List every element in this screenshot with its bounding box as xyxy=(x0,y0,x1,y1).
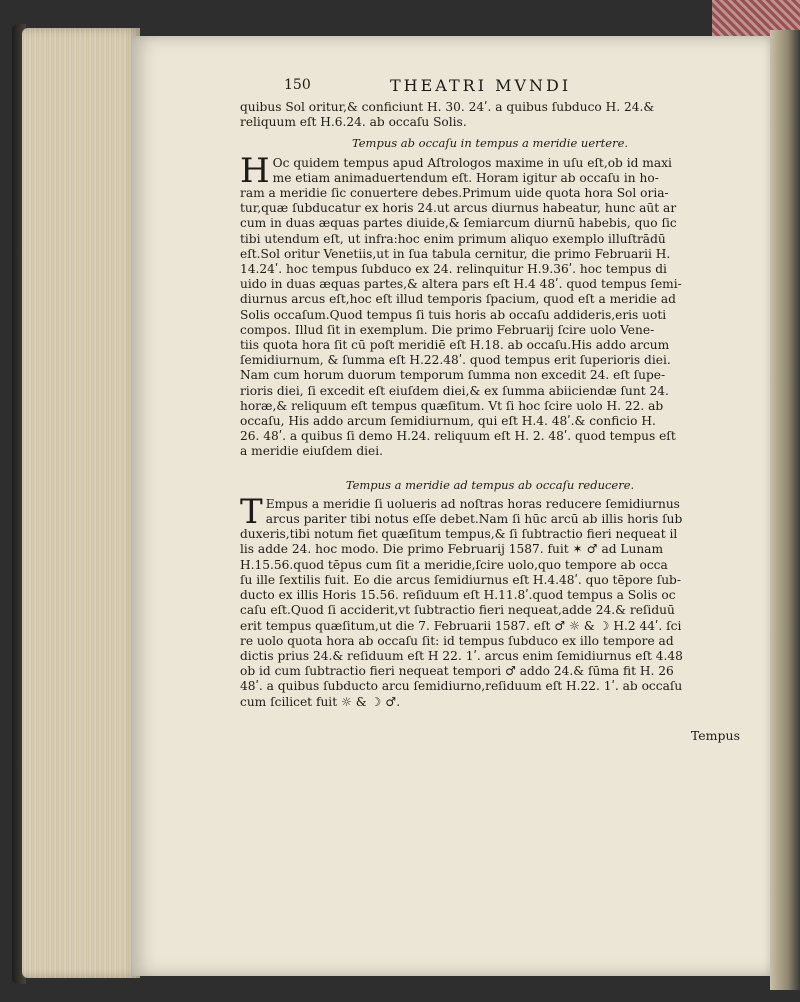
text-line: cum in duas æquas partes diuide,& ſemiarcum diurnū habebis, quo ſic xyxy=(240,216,677,231)
text-line: tiis quota hora ſit cū poſt meridiē eſt H.18. ab occaſu.His addo arcum xyxy=(240,338,670,353)
text-line: compos. Illud ſit in exemplum. Die primo Februarij ſcire uolo Vene- xyxy=(240,322,655,337)
text-line: arcus pariter tibi notus eſſe debet.Nam ſi hūc arcū ab illis horis ſub xyxy=(265,512,683,527)
drop-initial: T xyxy=(240,491,263,532)
text-line: Solis occaſum.Quod tempus ſi tuis horis ab occaſu addideris,eris uoti xyxy=(240,307,667,322)
spacer xyxy=(240,460,740,472)
section-heading: Tempus a meridie ad tempus ab occaſu reducere. xyxy=(345,477,635,492)
facing-page-edge xyxy=(770,30,800,990)
running-title: THEATRI MVNDI xyxy=(390,76,572,95)
opening-paragraph xyxy=(240,100,740,130)
text-line: uido in duas æquas partes,& altera pars eſt H.4 48ʹ. quod tempus ſemi- xyxy=(240,277,682,292)
text-line: reliquum eſt H.6.24. ab occaſu Solis. xyxy=(240,115,467,130)
text-line: me etiam animaduertendum eſt. Horam igitur ab occaſu in ho- xyxy=(272,170,659,185)
page-edges xyxy=(22,28,140,978)
text-line: erit tempus quæſitum,ut die 7. Februarii 1587. eſt ♂ ☼ & ☽ H.2 44ʹ. ſci xyxy=(240,618,682,633)
text-line: occaſu, His addo arcum ſemidiurnum, qui eſt H.4. 48ʹ.& conficio H. xyxy=(240,414,656,429)
text-line: 14.24ʹ. hoc tempus ſubduco ex 24. relinquitur H.9.36ʹ. hoc tempus di xyxy=(240,262,667,277)
text-line: cum ſcilicet fuit ☼ & ☽ ♂. xyxy=(240,694,401,709)
text-line: rioris diei, ſi excedit eſt eiuſdem diei,& ex ſumma abiiciendæ ſunt 24. xyxy=(240,383,669,398)
section-paragraph xyxy=(240,150,740,460)
text-line: tur,quæ ſubducatur ex horis 24.ut arcus diurnus habeatur, hunc aūt ar xyxy=(240,201,677,216)
text-line: ſemidiurnum, & ſumma eſt H.22.48ʹ. quod tempus erit ſuperioris diei. xyxy=(240,353,671,368)
page-header xyxy=(240,78,740,100)
text-line: 26. 48ʹ. a quibus ſi demo H.24. reliquum eſt H. 2. 48ʹ. quod tempus eſt xyxy=(240,429,676,444)
section-paragraph xyxy=(240,491,740,710)
text-line: re uolo quota hora ab occaſu ſit: id tempus ſubduco ex illo tempore ad xyxy=(240,633,674,648)
text-line: caſu eſt.Quod ſi acciderit,vt ſubtractio fieri nequeat,adde 24.& reſiduū xyxy=(240,603,675,618)
text-line: dictis prius 24.& reſiduum eſt H 22. 1ʹ. arcus enim ſemidiurnus eſt 4.48 xyxy=(240,648,683,663)
text-line: lis adde 24. hoc modo. Die primo Februarij 1587. fuit ✶ ♂ ad Lunam xyxy=(240,542,663,557)
text-line: 48ʹ. a quibus ſubducto arcu ſemidiurno,reſiduum eſt H.22. 1ʹ. ab occaſu xyxy=(240,679,683,694)
text-line: Nam cum horum duorum temporum ſumma non excedit 24. eſt ſupe- xyxy=(240,368,666,383)
text-line: ram a meridie ſic conuertere debes.Primum uide quota hora Sol oria- xyxy=(240,186,669,201)
text-line: Empus a meridie ſi uolueris ad noſtras horas reducere ſemidiurnus xyxy=(265,496,680,511)
page-number: 150 xyxy=(284,77,311,93)
text-line: tibi utendum eſt, ut infra:hoc enim primum aliquo exemplo illuſtrādū xyxy=(240,231,666,246)
text-line: horæ,& reliquum eſt tempus quæſitum. Vt ſi hoc ſcire uolo H. 22. ab xyxy=(240,398,664,413)
drop-initial: H xyxy=(240,150,270,191)
text-line: a meridie eiuſdem diei. xyxy=(240,444,384,459)
text-line: eſt.Sol oritur Venetiis,ut in ſua tabula cernitur, die primo Februarii H. xyxy=(240,246,671,261)
text-line: duxeris,tibi notum fiet quæſitum tempus,& ſi ſubtractio fieri nequeat il xyxy=(240,527,678,542)
catchword: Tempus xyxy=(690,727,740,743)
text-line: ob id cum ſubtractio fieri nequeat tempori ♂ addo 24.& ſūma fit H. 26 xyxy=(240,664,674,679)
text-line: quibus Sol oritur,& conficiunt H. 30. 24ʹ. a quibus ſubduco H. 24.& xyxy=(240,100,655,114)
text-line: ducto ex illis Horis 15.56. reſiduum eſt H.11.8ʹ.quod tempus a Solis oc xyxy=(240,588,676,603)
text-line: H.15.56.quod tēpus cum ſit a meridie,ſcire uolo,quo tempore ab occa xyxy=(240,557,668,572)
text-line: diurnus arcus eſt,hoc eſt illud temporis ſpacium, quod eſt a meridie ad xyxy=(240,292,676,307)
text-line: ſu ille ſextilis fuit. Eo die arcus ſemidiurnus eſt H.4.48ʹ. quo tēpore ſub- xyxy=(240,572,681,587)
section-heading: Tempus ab occaſu in tempus a meridie uertere. xyxy=(351,136,629,151)
page-text xyxy=(240,78,740,743)
text-line: Oc quidem tempus apud Aſtrologos maxime in uſu eſt,ob id maxi xyxy=(272,155,672,170)
